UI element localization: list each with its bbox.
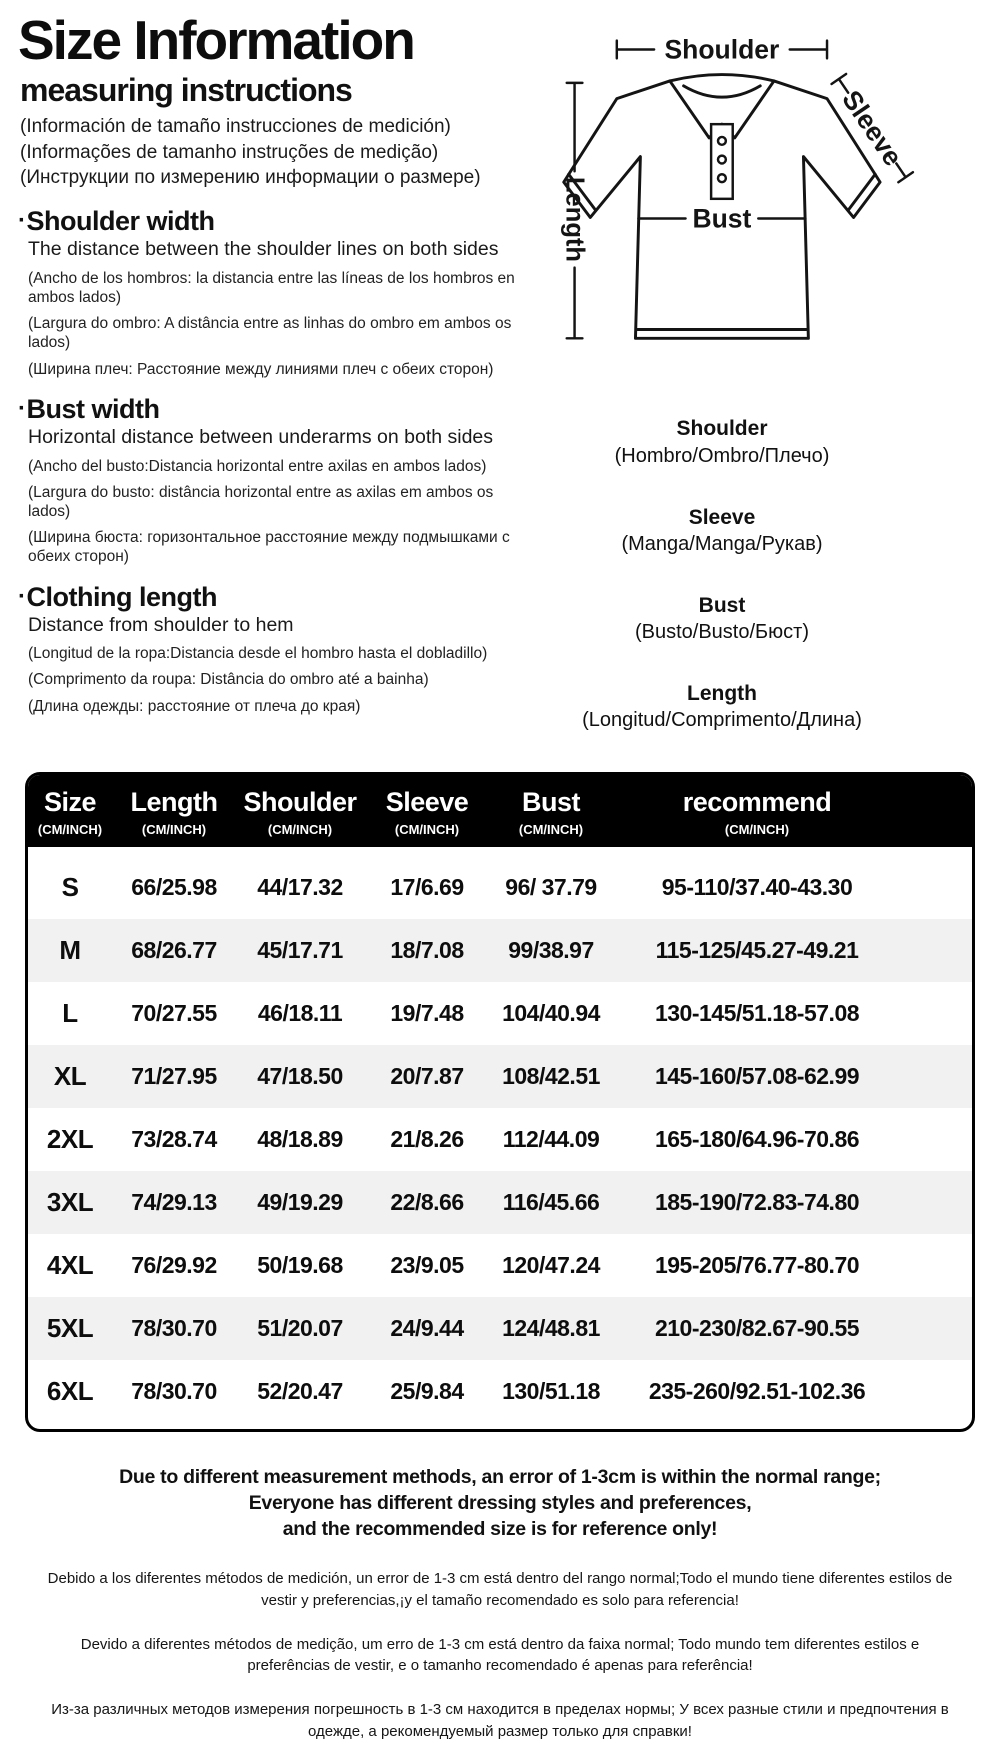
column-label: Size — [43, 787, 97, 817]
column-label: Sleeve — [385, 787, 469, 817]
definition-shoulder-width — [18, 206, 548, 379]
cell-recommend: 130-145/51.18-57.08 — [654, 1000, 860, 1026]
definition-translation-pt: (Largura do ombro: A distância entre as linhas do ombro em ambos os lados) — [28, 315, 512, 352]
column-header-recommend — [612, 787, 972, 837]
cell-recommend: 95-110/37.40-43.30 — [661, 874, 853, 900]
definition-translation-es: (Longitud de la ropa:Distancia desde el hombro hasta el dobladillo) — [28, 645, 488, 663]
cell-shoulder: 51/20.07 — [257, 1315, 343, 1341]
table-row-3xl — [28, 1171, 972, 1234]
cell-bust: 112/44.09 — [502, 1126, 600, 1152]
cell-recommend: 145-160/57.08-62.99 — [654, 1063, 860, 1089]
cell-size: 3XL — [46, 1187, 94, 1217]
disclaimer-en-line: Everyone has different dressing styles and preferences, — [248, 1492, 752, 1514]
definition-term-text: Clothing length — [26, 581, 217, 612]
disclaimer-pt: Devido a diferentes métodos de medição, um erro de 1-3 cm está dentro da faixa normal; Todo mundo tem diferentes estilos e preferências de vestir, e o tamanho recomendado é apenas para referência! — [80, 1635, 920, 1675]
cell-sleeve: 21/8.26 — [390, 1126, 464, 1152]
cell-bust: 124/48.81 — [502, 1315, 600, 1341]
button — [718, 137, 726, 145]
cell-size: L — [62, 998, 78, 1028]
subtitle-translation-pt: (Informações de tamanho instruções de medição) — [20, 141, 439, 163]
disclaimer-es: Debido a los diferentes métodos de medición, un error de 1-3 cm está dentro del rango normal;Todo el mundo tiene diferentes estilos de vestir y preferencias,¡y el tamaño recomendado es solo para referencia! — [47, 1570, 953, 1609]
button — [718, 174, 726, 182]
cell-recommend: 195-205/76.77-80.70 — [654, 1252, 860, 1278]
column-label: recommend — [682, 787, 832, 817]
disclaimer-en-line: Due to different measurement methods, an error of 1-3cm is within the normal range; — [119, 1466, 881, 1488]
definition-term — [18, 582, 548, 612]
legend-translation: (Longitud/Comprimento/Длина) — [582, 709, 862, 731]
cell-size: 4XL — [46, 1250, 94, 1280]
cell-recommend: 235-260/92.51-102.36 — [648, 1378, 866, 1404]
table-row-xl — [28, 1045, 972, 1108]
cell-recommend: 210-230/82.67-90.55 — [654, 1315, 860, 1341]
inner-neckline — [684, 86, 761, 97]
column-header-sleeve — [364, 787, 490, 837]
cell-shoulder: 47/18.50 — [257, 1063, 343, 1089]
cell-shoulder: 50/19.68 — [257, 1252, 343, 1278]
cell-size: XL — [53, 1061, 87, 1091]
cell-sleeve: 19/7.48 — [390, 1000, 464, 1026]
cell-bust: 116/45.66 — [502, 1189, 600, 1215]
cell-recommend: 115-125/45.27-49.21 — [655, 937, 859, 963]
cell-shoulder: 45/17.71 — [257, 937, 343, 963]
cell-length: 68/26.77 — [131, 937, 217, 963]
cell-size: M — [59, 935, 81, 965]
disclaimer-section — [0, 1464, 1000, 1743]
legend-name: Bust — [698, 593, 746, 617]
cell-sleeve: 25/9.84 — [390, 1378, 464, 1404]
definition-term-text: Bust width — [26, 393, 160, 424]
column-header-size — [28, 787, 112, 837]
table-row-4xl — [28, 1234, 972, 1297]
measurement-legend — [548, 417, 1000, 770]
cell-shoulder: 48/18.89 — [257, 1126, 343, 1152]
legend-shoulder — [548, 417, 896, 467]
bullet-dot: · — [18, 582, 26, 610]
cell-length: 70/27.55 — [131, 1000, 217, 1026]
table-row-l — [28, 982, 972, 1045]
disclaimer-ru: Из-за различных методов измерения погрешность в 1-3 см находится в пределах нормы; У всех разные стили и предпочтения в одежде, а рекомендуемый размер только для справки! — [51, 1701, 949, 1740]
table-row-5xl — [28, 1297, 972, 1360]
size-table-body — [28, 847, 972, 1429]
cell-bust: 99/38.97 — [508, 937, 594, 963]
page-subtitle: measuring instructions — [20, 71, 352, 108]
cell-length: 66/25.98 — [131, 874, 217, 900]
cell-size: 5XL — [46, 1313, 94, 1343]
cell-shoulder: 52/20.47 — [257, 1378, 343, 1404]
legend-name: Shoulder — [676, 417, 768, 441]
instructions-column — [18, 10, 548, 770]
sleeve-diagram-label: Sleeve — [836, 84, 909, 172]
column-unit: (CM/INCH) — [724, 822, 790, 837]
column-header-bust — [490, 787, 612, 837]
length-diagram-label: Length — [560, 176, 589, 263]
cell-length: 78/30.70 — [131, 1378, 217, 1404]
column-unit: (CM/INCH) — [37, 822, 103, 837]
cell-sleeve: 18/7.08 — [390, 937, 464, 963]
legend-translation: (Manga/Manga/Рукав) — [621, 532, 823, 555]
column-header-shoulder — [236, 787, 364, 837]
column-unit: (CM/INCH) — [518, 822, 584, 837]
cell-bust: 104/40.94 — [502, 1000, 600, 1026]
column-label: Length — [130, 787, 218, 817]
definition-term — [18, 206, 548, 236]
definition-description: The distance between the shoulder lines on both sides — [28, 238, 499, 261]
column-label: Shoulder — [243, 787, 357, 817]
table-row-2xl — [28, 1108, 972, 1171]
cell-bust: 108/42.51 — [502, 1063, 600, 1089]
definition-term-text: Shoulder width — [26, 206, 215, 237]
definition-translation-ru: (Ширина бюста: горизонтальное расстояние между подмышками с обеих сторон) — [28, 529, 510, 566]
cell-shoulder: 46/18.11 — [257, 1000, 343, 1026]
size-table — [25, 772, 975, 1432]
top-section — [0, 0, 1000, 770]
cell-recommend: 185-190/72.83-74.80 — [654, 1189, 860, 1215]
legend-name: Sleeve — [688, 505, 756, 529]
definition-translation-ru: (Ширина плеч: Расстояние между линиями плеч с обеих сторон) — [28, 360, 494, 378]
cell-length: 78/30.70 — [131, 1315, 217, 1341]
table-row-6xl — [28, 1360, 972, 1423]
cell-shoulder: 44/17.32 — [257, 874, 343, 900]
definition-bust-width — [18, 394, 548, 567]
disclaimer-en — [0, 1464, 1000, 1542]
column-unit: (CM/INCH) — [394, 822, 460, 837]
cell-length: 71/27.95 — [131, 1063, 217, 1089]
cell-sleeve: 24/9.44 — [390, 1315, 464, 1341]
shoulder-diagram-label: Shoulder — [664, 34, 780, 65]
definition-clothing-length — [18, 582, 548, 716]
definition-translation-es: (Ancho del busto:Distancia horizontal entre axilas en ambos lados) — [28, 457, 487, 475]
legend-sleeve — [548, 506, 896, 556]
legend-translation: (Busto/Busto/Бюст) — [634, 620, 809, 643]
definition-translation-es: (Ancho de los hombros: la distancia entre las líneas de los hombros en ambos lados) — [28, 269, 515, 307]
column-header-length — [112, 787, 236, 837]
cell-sleeve: 20/7.87 — [390, 1063, 464, 1089]
cell-length: 73/28.74 — [131, 1126, 217, 1152]
disclaimer-en-line: and the recommended size is for reference only! — [282, 1518, 718, 1540]
subtitle-translation-es: (Información de tamaño instrucciones de medición) — [20, 115, 451, 137]
legend-length — [548, 682, 896, 732]
bullet-dot: · — [18, 394, 26, 422]
cell-recommend: 165-180/64.96-70.86 — [654, 1126, 860, 1152]
cell-length: 76/29.92 — [131, 1252, 217, 1278]
table-row-s — [28, 856, 972, 919]
column-label: Bust — [522, 787, 580, 817]
definition-translation-ru: (Длина одежды: расстояние от плеча до края) — [28, 697, 361, 715]
cell-sleeve: 17/6.69 — [390, 874, 464, 900]
cell-length: 74/29.13 — [131, 1189, 217, 1215]
table-row-m — [28, 919, 972, 982]
cell-bust: 130/51.18 — [502, 1378, 600, 1404]
cell-bust: 96/ 37.79 — [505, 874, 597, 900]
legend-translation: (Hombro/Ombro/Плечо) — [614, 444, 830, 467]
column-unit: (CM/INCH) — [267, 822, 333, 837]
page-title: Size Information — [18, 9, 414, 71]
column-unit: (CM/INCH) — [141, 822, 207, 837]
definition-translation-pt: (Comprimento da roupa: Distância do ombro até a bainha) — [28, 671, 429, 689]
legend-bust — [548, 594, 896, 644]
definition-description: Distance from shoulder to hem — [28, 613, 294, 636]
cell-sleeve: 22/8.66 — [390, 1189, 464, 1215]
definition-term — [18, 394, 548, 424]
size-table-header — [28, 775, 972, 847]
cell-bust: 120/47.24 — [502, 1252, 600, 1278]
button — [718, 156, 726, 164]
bust-diagram-label: Bust — [692, 203, 752, 234]
cell-sleeve: 23/9.05 — [390, 1252, 464, 1278]
diagram-column — [548, 10, 1000, 770]
subtitle-translation-ru: (Инструкции по измерению информации о размере) — [20, 167, 481, 189]
definition-description: Horizontal distance between underarms on both sides — [28, 426, 494, 449]
cell-size: S — [61, 872, 79, 902]
definition-translation-pt: (Largura do busto: distância horizontal entre as axilas em ambos os lados) — [28, 483, 494, 520]
cell-shoulder: 49/19.29 — [257, 1189, 343, 1215]
bullet-dot: · — [18, 207, 26, 235]
legend-name: Length — [687, 681, 757, 705]
polo-shirt-diagram — [548, 22, 998, 387]
cell-size: 6XL — [46, 1376, 94, 1406]
cell-size: 2XL — [46, 1124, 94, 1154]
